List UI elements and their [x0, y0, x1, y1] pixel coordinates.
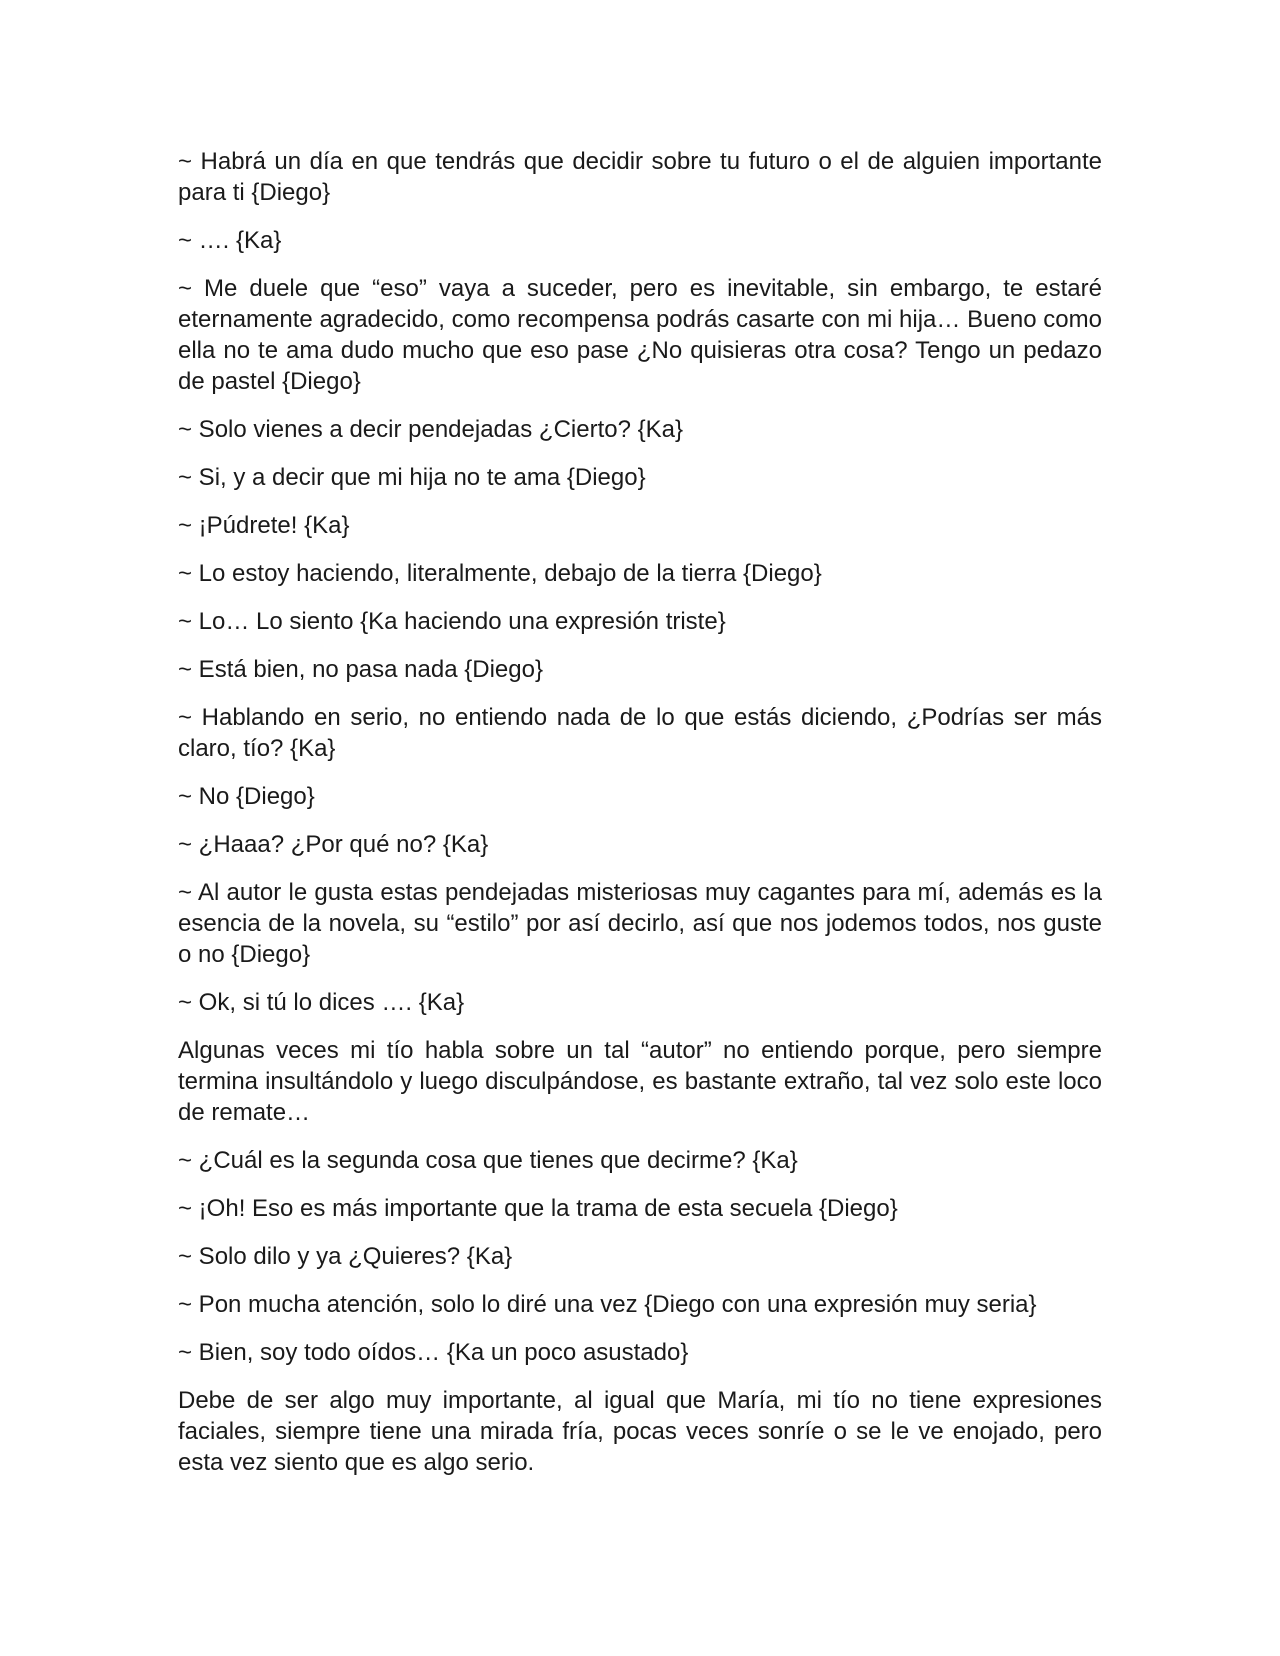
dialogue-line: ~ ¿Haaa? ¿Por qué no? {Ka}: [178, 831, 489, 858]
dialogue-line: ~ Al autor le gusta estas pendejadas misteriosas muy cagantes para mí, además es la esencia de la novela, su “estilo” por así decirlo, así que nos jodemos todos, nos guste o no {Diego}: [178, 879, 1102, 968]
dialogue-line: ~ Hablando en serio, no entiendo nada de lo que estás diciendo, ¿Podrías ser más claro, tío? {Ka}: [178, 704, 1102, 762]
dialogue-line: ~ ¿Cuál es la segunda cosa que tienes que decirme? {Ka}: [178, 1147, 798, 1174]
dialogue-line: ~ Lo estoy haciendo, literalmente, debajo de la tierra {Diego}: [178, 560, 822, 587]
dialogue-line: ~ Me duele que “eso” vaya a suceder, pero es inevitable, sin embargo, te estaré eternamente agradecido, como recompensa podrás casarte con mi hija… Bueno como ella no te ama dudo mucho que eso pase ¿No quisieras otra cosa? Tengo un pedazo de pastel {Diego}: [178, 275, 1102, 395]
dialogue-line: ~ …. {Ka}: [178, 227, 282, 254]
dialogue-line: ~ Si, y a decir que mi hija no te ama {Diego}: [178, 464, 646, 491]
dialogue-line: ~ Habrá un día en que tendrás que decidir sobre tu futuro o el de alguien importante para ti {Diego}: [178, 148, 1102, 206]
narration-paragraph: Debe de ser algo muy importante, al igual que María, mi tío no tiene expresiones faciales, siempre tiene una mirada fría, pocas veces sonríe o se le ve enojado, pero esta vez siento que es algo serio.: [178, 1387, 1102, 1476]
dialogue-line: ~ Solo vienes a decir pendejadas ¿Cierto? {Ka}: [178, 416, 683, 443]
dialogue-line: ~ ¡Oh! Eso es más importante que la trama de esta secuela {Diego}: [178, 1195, 898, 1222]
dialogue-line: ~ Lo… Lo siento {Ka haciendo una expresión triste}: [178, 608, 726, 635]
dialogue-line: ~ Pon mucha atención, solo lo diré una vez {Diego con una expresión muy seria}: [178, 1291, 1037, 1318]
document-page: [178, 146, 1102, 1495]
dialogue-line: ~ Ok, si tú lo dices …. {Ka}: [178, 989, 465, 1016]
dialogue-line: ~ Está bien, no pasa nada {Diego}: [178, 656, 543, 683]
dialogue-line: ~ Solo dilo y ya ¿Quieres? {Ka}: [178, 1243, 513, 1270]
dialogue-line: ~ ¡Púdrete! {Ka}: [178, 512, 350, 539]
dialogue-line: ~ No {Diego}: [178, 783, 315, 810]
dialogue-line: ~ Bien, soy todo oídos… {Ka un poco asustado}: [178, 1339, 689, 1366]
narration-paragraph: Algunas veces mi tío habla sobre un tal “autor” no entiendo porque, pero siempre termina insultándolo y luego disculpándose, es bastante extraño, tal vez solo este loco de remate…: [178, 1037, 1102, 1126]
